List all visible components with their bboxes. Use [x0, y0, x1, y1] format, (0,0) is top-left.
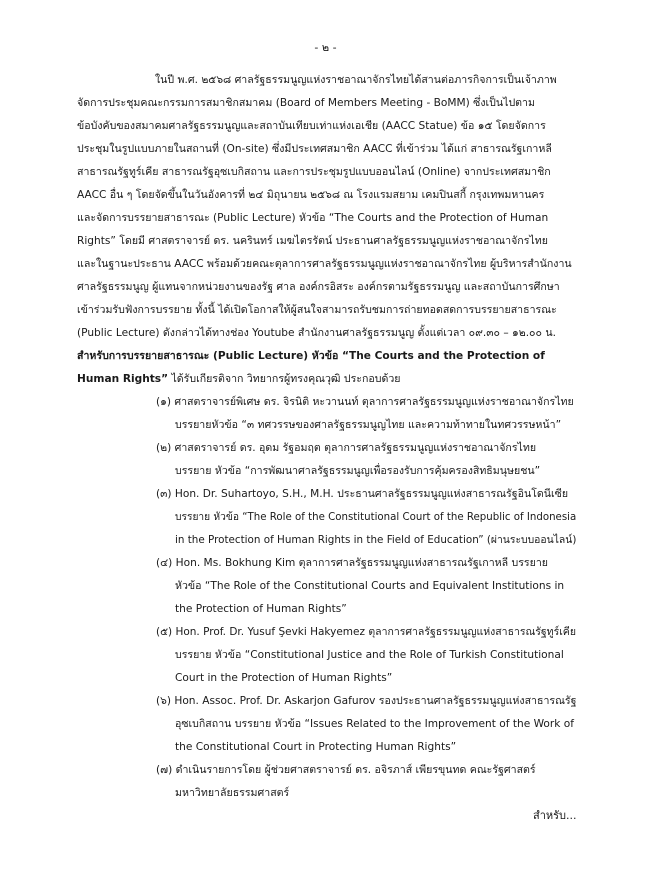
speaker-item-cont: อุซเบกิสถาน บรรยาย หัวข้อ “Issues Related to the Improvement of the Work of [175, 718, 574, 730]
lecture-heading-title: Human Rights” [77, 373, 169, 385]
paragraph-line: ในปี พ.ศ. ๒๕๖๘ ศาลรัฐธรรมนูญแห่งราชอาณาจักรไทยได้สานต่อภารกิจการเป็นเจ้าภาพ [155, 74, 557, 86]
page-number: - ๒ - [314, 41, 337, 54]
speaker-item: (๗) ดำเนินรายการโดย ผู้ช่วยศาสตราจารย์ ดร. อจิรภาส์ เพียรขุนทด คณะรัฐศาสตร์ [156, 764, 536, 776]
paragraph-line: จัดการประชุมคณะกรรมการสมาชิกสมาคม (Board of Members Meeting - BoMM) ซึ่งเป็นไปตาม [77, 97, 535, 109]
speaker-item-cont: หัวข้อ “The Role of the Constitutional Courts and Equivalent Institutions in [175, 580, 565, 592]
speaker-item-cont: บรรยาย หัวข้อ “การพัฒนาศาลรัฐธรรมนูญเพื่อรองรับการคุ้มครองสิทธิมนุษยชน” [175, 465, 541, 477]
speaker-item-cont: in the Protection of Human Rights in the Field of Education” (ผ่านระบบออนไลน์) [175, 534, 577, 546]
speaker-item: (๕) Hon. Prof. Dr. Yusuf Şevki Hakyemez ตุลาการศาลรัฐธรรมนูญแห่งสาธารณรัฐทูร์เคีย [156, 626, 576, 638]
paragraph-line: และจัดการบรรยายสาธารณะ (Public Lecture) หัวข้อ “The Courts and the Protection of Human [77, 212, 549, 224]
speaker-item-cont: บรรยายหัวข้อ “๓ ทศวรรษของศาลรัฐธรรมนูญไทย และความท้าทายในทศวรรษหน้า” [175, 419, 562, 431]
speaker-item-cont: มหาวิทยาลัยธรรมศาสตร์ [175, 787, 290, 799]
speaker-item: (๑) ศาสตราจารย์พิเศษ ดร. จิรนิติ หะวานนท์ ตุลาการศาลรัฐธรรมนูญแห่งราชอาณาจักรไทย [156, 396, 574, 408]
speaker-item: (๒) ศาสตราจารย์ ดร. อุดม รัฐอมฤต ตุลาการศาลรัฐธรรมนูญแห่งราชอาณาจักรไทย [156, 442, 537, 454]
paragraph-line: เข้าร่วมรับฟังการบรรยาย ทั้งนี้ ได้เปิดโอกาสให้ผู้สนใจสามารถรับชมการถ่ายทอดสดการบรรยายสาธารณะ [77, 304, 557, 316]
lecture-heading-suffix: ได้รับเกียรติจาก วิทยากรผู้ทรงคุณวุฒิ ประกอบด้วย [168, 373, 401, 385]
paragraph-line: ศาลรัฐธรรมนูญ ผู้แทนจากหน่วยงานของรัฐ ศาล องค์กรอิสระ องค์กรตามรัฐธรรมนูญ และสถาบันการศึกษา [77, 281, 560, 293]
speaker-item-cont: the Constitutional Court in Protecting Human Rights” [175, 741, 457, 753]
paragraph-line: (Public Lecture) ดังกล่าวได้ทางช่อง Youtube สำนักงานศาลรัฐธรรมนูญ ตั้งแต่เวลา ๐๙.๓๐ – ๑๒.๐๐ น. [77, 327, 556, 339]
speaker-item-cont: บรรยาย หัวข้อ “Constitutional Justice and the Role of Turkish Constitutional [175, 649, 564, 661]
speaker-item: (๓) Hon. Dr. Suhartoyo, S.H., M.H. ประธานศาลรัฐธรรมนูญแห่งสาธารณรัฐอินโดนีเซีย [156, 488, 569, 500]
lecture-heading-line [77, 372, 401, 386]
speaker-item: (๔) Hon. Ms. Bokhung Kim ตุลาการศาลรัฐธรรมนูญแห่งสาธารณรัฐเกาหลี บรรยาย [156, 557, 548, 569]
paragraph-line: Rights” โดยมี ศาสตราจารย์ ดร. นครินทร์ เมฆไตรรัตน์ ประธานศาลรัฐธรรมนูญแห่งราชอาณาจักรไทย [77, 235, 548, 247]
paragraph-line: AACC อื่น ๆ โดยจัดขึ้นในวันอังคารที่ ๒๔ มิถุนายน ๒๕๖๘ ณ โรงแรมสยาม เคมปินสกี้ กรุงเทพมหานคร [77, 189, 545, 201]
speaker-item-cont: บรรยาย หัวข้อ “The Role of the Constitutional Court of the Republic of Indonesia [175, 511, 577, 523]
speaker-item-cont: Court in the Protection of Human Rights” [175, 672, 393, 684]
speaker-item-cont: the Protection of Human Rights” [175, 603, 347, 615]
lecture-heading-line: สำหรับการบรรยายสาธารณะ (Public Lecture) หัวข้อ “The Courts and the Protection of [77, 350, 545, 362]
paragraph-line: ประชุมในรูปแบบภายในสถานที่ (On-site) ซึ่งมีประเทศสมาชิก AACC ที่เข้าร่วม ได้แก่ สาธารณรัฐเกาหลี [77, 143, 552, 155]
speaker-item: (๖) Hon. Assoc. Prof. Dr. Askarjon Gafurov รองประธานศาลรัฐธรรมนูญแห่งสาธารณรัฐ [156, 695, 577, 707]
paragraph-line: สาธารณรัฐทูร์เคีย สาธารณรัฐอุซเบกิสถาน และการประชุมรูปแบบออนไลน์ (Online) จากประเทศสมาชิก [77, 166, 551, 178]
paragraph-line: ข้อบังคับของสมาคมศาลรัฐธรรมนูญและสถาบันเทียบเท่าแห่งเอเชีย (AACC Statue) ข้อ ๑๕ โดยจัดการ [77, 120, 546, 132]
paragraph-line: และในฐานะประธาน AACC พร้อมด้วยคณะตุลาการศาลรัฐธรรมนูญแห่งราชอาณาจักรไทย ผู้บริหารสำนักงาน [77, 258, 572, 270]
continuation-footer: สำหรับ... [533, 809, 577, 822]
